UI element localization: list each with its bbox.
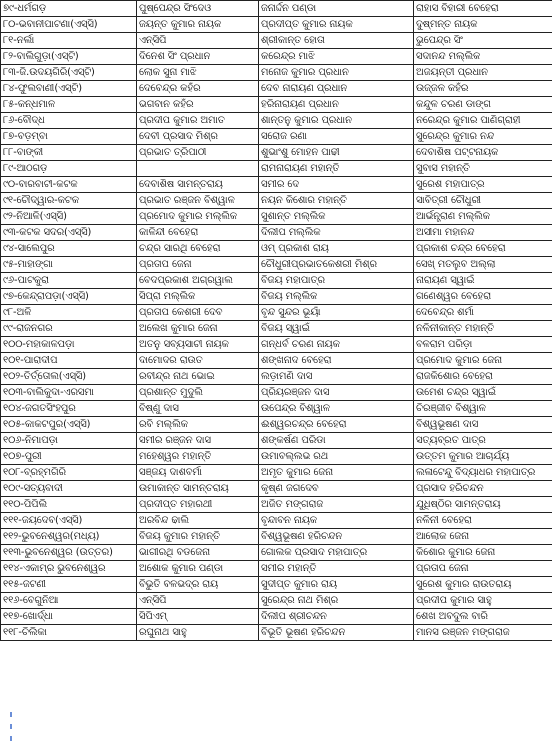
- table-row: [1, 417, 553, 433]
- candidate-cell-3: ଚିରଞ୍ଜୀବ ବିଶ୍ୱାଳ: [414, 401, 553, 417]
- candidate-cell-2: ହରିନାରାୟଣ ପ୍ରଧାନ: [259, 97, 414, 113]
- candidate-cell-3: ସତ୍ୟବ୍ରତ ପାତ୍ର: [414, 433, 553, 449]
- table-row: [1, 49, 553, 65]
- constituency-cell: ୮୩-ଜି.ଉଦୟଗିରି(ଏସ୍‌ଟି): [1, 65, 137, 81]
- constituency-cell: ୧୦୦-ମହାକାଳପଡ଼ା: [1, 337, 137, 353]
- constituency-cell: ୮୮-ବାଙ୍କୀ: [1, 145, 137, 161]
- constituency-cell: ୯୬-ପାଟକୁରା: [1, 273, 137, 289]
- table-row: [1, 481, 553, 497]
- candidate-cell-3: ଉମେଶ ଚନ୍ଦ୍ର ସ୍ୱାଇଁ: [414, 385, 553, 401]
- constituency-cell: ୮୫-କନ୍ଧମାଳ: [1, 97, 137, 113]
- table-row: [1, 545, 553, 561]
- candidate-cell-3: ଯୁଧିଷ୍ଠିର ସାମନ୍ତରାୟ: [414, 497, 553, 513]
- candidate-cell-3: ପ୍ରତାପ ଜେନା: [414, 561, 553, 577]
- candidate-cell-2: ଅମୃତ କୁମାର ଜେନା: [259, 465, 414, 481]
- candidate-cell-3: ବିଶ୍ୱଭୂଷଣ ଦାସ: [414, 417, 553, 433]
- constituency-cell: ୮୨-ବାଲିଗୁଡ଼ା(ଏସ୍‌ଟି): [1, 49, 137, 65]
- candidate-cell-1: ଏନ୍‌ସିପି: [137, 593, 259, 609]
- candidate-cell-3: କନ୍ଦୁଳ ଚରଣ ଡାଙ୍ଗ: [414, 97, 553, 113]
- candidate-cell-3: ଅସୀମା ମହାନନ୍ଦ: [414, 225, 553, 241]
- candidate-cell-1: ଲୋକ ସୁନା ମାଝି: [137, 65, 259, 81]
- candidate-cell-1: ବିଜୟ କୁମାର ମହାନ୍ତି: [137, 529, 259, 545]
- candidate-cell-1: ପ୍ରଦୀପ କୁମାର ଅମାତ: [137, 113, 259, 129]
- candidate-cell-2: ଉପେନ୍ଦ୍ର ବିଶ୍ୱାଳ: [259, 401, 414, 417]
- candidate-cell-1: ରଘୁନାଥ ସାହୁ: [137, 625, 259, 641]
- table-row: [1, 289, 553, 305]
- constituency-cell: ୧୧୦-ପିପିଲି: [1, 497, 137, 513]
- table-row: [1, 337, 553, 353]
- candidate-cell-1: ପ୍ରମୋଦ କୁମାର ମଲ୍ଲିକ: [137, 209, 259, 225]
- constituency-cell: ୧୦୬-ନିମାପଡ଼ା: [1, 433, 137, 449]
- constituency-cell: ୯୩-କଟକ ସଦର(ଏସ୍‌ସି): [1, 225, 137, 241]
- candidate-cell-1: ପୁଷ୍ପେନ୍ଦ୍ର ସିଂଦେଓ: [137, 1, 259, 17]
- candidate-cell-3: ଲଳାଟେନ୍ଦୁ ବିଦ୍ୟାଧର ମହାପାତ୍ର: [414, 465, 553, 481]
- candidate-cell-1: ପ୍ରତାପ ଜେନା: [137, 257, 259, 273]
- margin-mark: [10, 724, 12, 729]
- candidate-cell-2: ସୁରେନ୍ଦ୍ର ନାଥ ମିଶ୍ର: [259, 593, 414, 609]
- constituency-cell: ୯୫-ମାହାଙ୍ଗା: [1, 257, 137, 273]
- candidate-cell-1: ଦାମୋଦର ରାଉତ: [137, 353, 259, 369]
- table-row: [1, 353, 553, 369]
- candidate-cell-1: ଦେବାଶିଷ ସାମନ୍ତରାୟ: [137, 177, 259, 193]
- table-row: [1, 145, 553, 161]
- constituency-cell: ୮୧-ନର୍ଲା: [1, 33, 137, 49]
- candidate-cell-3: ସଦାନନ୍ଦ ମଲ୍ଲିକ: [414, 49, 553, 65]
- candidate-cell-1: ଭଗବାନ କହଁର: [137, 97, 259, 113]
- table-row: [1, 529, 553, 545]
- candidate-cell-2: ଗନ୍ଧର୍ବ ଚରଣ ନାୟକ: [259, 337, 414, 353]
- candidate-cell-2: ଉମାବଲ୍ଲଭ ରଥ: [259, 449, 414, 465]
- table-row: [1, 497, 553, 513]
- constituency-cell: ୧୦୫-କାକଟପୁର(ଏସ୍‌ସି): [1, 417, 137, 433]
- candidate-cell-2: ଶଙ୍ଖନାଦ ବେହେରା: [259, 353, 414, 369]
- candidate-cell-2: ବିଜୟ ମଲ୍ଲିକ: [259, 289, 414, 305]
- candidate-cell-1: ଏନ୍‌ସିପି: [137, 33, 259, 49]
- table-row: [1, 273, 553, 289]
- candidate-cell-1: ମହେଶ୍ୱର ମହାନ୍ତି: [137, 449, 259, 465]
- constituency-cell: ୧୧୬-ବେଗୁନିଆ: [1, 593, 137, 609]
- candidate-cell-2: ନୟନ କିଶୋର ମହାନ୍ତି: [259, 193, 414, 209]
- candidate-cell-2: ବୃନ୍ଦ ସୁନ୍ଦର ଭୂୟାଁ: [259, 305, 414, 321]
- constituency-cell: ୯୮-ଅଳି: [1, 305, 137, 321]
- candidate-cell-1: କାଳିନ୍ଦୀ ବେହେରା: [137, 225, 259, 241]
- candidate-cell-3: ଶେଖ ଅବଦୁଲ ବାରି: [414, 609, 553, 625]
- candidate-cell-3: ଆଲୋକ ଜେନା: [414, 529, 553, 545]
- candidate-cell-3: ପ୍ରମୋଦ କୁମାର ଜେନା: [414, 353, 553, 369]
- candidate-cell-3: ସୁରେନ୍ଦ୍ର କୁମାର ନନ୍ଦ: [414, 129, 553, 145]
- candidate-cell-3: ମାନସ ରଞ୍ଜନ ମଙ୍ଗରାଜ: [414, 625, 553, 641]
- table-row: [1, 129, 553, 145]
- candidate-cell-2: କୃଷ୍ଣ ଜଗଦେବ: [259, 481, 414, 497]
- candidate-cell-1: ରବୀନ୍ଦ୍ର ନାଥ ଭୋଇ: [137, 369, 259, 385]
- candidate-cell-3: ଅଜୟନ୍ତୀ ପ୍ରଧାନ: [414, 65, 553, 81]
- candidate-cell-2: ବିଶ୍ୱଭୂଷଣ ହରିଚନ୍ଦନ: [259, 529, 414, 545]
- table-row: [1, 577, 553, 593]
- candidate-cell-2: ଶୁଭାଂଶୁ ମୋହନ ପାଢୀ: [259, 145, 414, 161]
- candidate-cell-2: ଲଡ଼ାମଣି ଦାସ: [259, 369, 414, 385]
- constituency-cell: ୧୦୭-ପୁରୀ: [1, 449, 137, 465]
- candidate-cell-1: ସମୀର ରଞ୍ଜନ ଦାସ: [137, 433, 259, 449]
- candidate-cell-1: ରବି ମଲ୍ଲିକ: [137, 417, 259, 433]
- candidate-cell-3: ନାରାୟଣ ସ୍ୱାଇଁ: [414, 273, 553, 289]
- candidate-cell-3: ସେଖ୍ ମତଲୁବ ଅଲ୍ଲା: [414, 257, 553, 273]
- constituency-cell: ୧୦୮-ବ୍ରହ୍ମଗିରି: [1, 465, 137, 481]
- candidate-cell-2: ବୃନ୍ଦାବନ ନାୟକ: [259, 513, 414, 529]
- table-row: [1, 161, 553, 177]
- candidate-cell-3: ସୁରେଶ କୁମାର ରାଉତରାୟ: [414, 577, 553, 593]
- candidate-cell-3: ଉଜ୍ଜଳ କହଁର: [414, 81, 553, 97]
- candidate-cell-1: ଦିନେଶ ସିଂ ପ୍ରଧାନ: [137, 49, 259, 65]
- candidate-cell-1: ସିପ୍ରା ମଲ୍ଲିକ: [137, 289, 259, 305]
- candidate-cell-2: ସମୀର ଦେ: [259, 177, 414, 193]
- constituency-cell: ୧୦୨-ତିର୍ତ୍ତୋଲ(ଏସ୍‌ସି): [1, 369, 137, 385]
- constituency-cell: ୯୨-ନିଆଳି(ଏସ୍‌ସି): [1, 209, 137, 225]
- table-row: [1, 625, 553, 641]
- table-row: [1, 177, 553, 193]
- constituency-cell: ୧୧୩-ଭୁବନେଶ୍ୱର (ଉତ୍ତର): [1, 545, 137, 561]
- constituency-cell: ୧୧୮-ଚିଲିକା: [1, 625, 137, 641]
- candidate-cell-2: ସମୀର ମହାନ୍ତି: [259, 561, 414, 577]
- candidate-cell-3: ନଳିନୀକାନ୍ତ ମହାନ୍ତି: [414, 321, 553, 337]
- constituency-cell: ୧୦୯-ସତ୍ୟବାଦୀ: [1, 481, 137, 497]
- constituency-cell: ୮୪-ଫୁଲବାଣୀ(ଏସ୍‌ଟି): [1, 81, 137, 97]
- candidate-cell-3: ଆର୍ଭନ୍ତ୍ରାଣ ମଲ୍ଲିକ: [414, 209, 553, 225]
- candidate-cell-1: ଉମାକାନ୍ତ ସାମନ୍ତରାୟ: [137, 481, 259, 497]
- table-row: [1, 433, 553, 449]
- table-row: [1, 449, 553, 465]
- candidate-cell-2: ବିଜୟ ମହାପାତ୍ର: [259, 273, 414, 289]
- candidate-cell-1: ଅଶୋକ କୁମାର ପଣ୍ଡା: [137, 561, 259, 577]
- candidate-cell-3: ଉତ୍ତମ କୁମାର ଆଚାର୍ଯ୍ୟ: [414, 449, 553, 465]
- constituency-cell: ୧୧୨-ଭୁବନେଶ୍ୱର(ମଧ୍ୟ): [1, 529, 137, 545]
- table-row: [1, 465, 553, 481]
- candidate-cell-3: ପ୍ରସାଦ ହରିଚନ୍ଦନ: [414, 481, 553, 497]
- table-row: [1, 1, 553, 17]
- candidate-cell-2: ଚୌଧୁରୀପ୍ରଭାତକେଶରୀ ମିଶ୍ର: [259, 257, 414, 273]
- constituency-cell: ୧୧୧-ଜୟଦେବ(ଏସ୍‌ସି): [1, 513, 137, 529]
- candidate-table-body: [1, 1, 553, 641]
- candidate-cell-1: ବିଷ୍ଣୁ ଦାସ: [137, 401, 259, 417]
- table-row: [1, 321, 553, 337]
- candidate-cell-3: ପ୍ରଦୀପ କୁମାର ସାହୁ: [414, 593, 553, 609]
- candidate-cell-2: ଗୋଲକ ପ୍ରସାଦ ମହାପାତ୍ର: [259, 545, 414, 561]
- constituency-cell: ୧୦୧-ପାରାଦୀପ: [1, 353, 137, 369]
- candidate-cell-2: ବିଭୂତି ଭୂଷଣ ହରିଚନ୍ଦନ: [259, 625, 414, 641]
- constituency-cell: ୯୦-ବାରବାଟୀ-କଟକ: [1, 177, 137, 193]
- candidate-cell-2: ସୁଶାନ୍ତ ମଲ୍ଲିକ: [259, 209, 414, 225]
- candidate-cell-1: ପ୍ରଦୀପ୍ତ ମହାରଥୀ: [137, 497, 259, 513]
- candidate-cell-3: ଭୁପେନ୍ଦ୍ର ସିଂ: [414, 33, 553, 49]
- candidate-cell-1: ଅଲେଖ କୁମାର ଜେନା: [137, 321, 259, 337]
- table-row: [1, 561, 553, 577]
- candidate-cell-2: ସୁଦୀପ୍ତ କୁମାର ରାୟ: [259, 577, 414, 593]
- candidate-cell-2: ପ୍ରଦୀପ୍ତ କୁମାର ନାୟକ: [259, 17, 414, 33]
- candidate-cell-1: ପ୍ରତାପ କେଶରୀ ଦେବ: [137, 305, 259, 321]
- candidate-cell-3: ଦେବେନ୍ଦ୍ର ଶର୍ମା: [414, 305, 553, 321]
- constituency-cell: ୧୧୭-ଖୋର୍ଦ୍ଧା: [1, 609, 137, 625]
- margin-mark: [10, 736, 12, 741]
- candidate-cell-1: ଅରବିନ୍ଦ ଢାଲି: [137, 513, 259, 529]
- candidate-cell-1: ବେଦପ୍ରକାଶ ଅଗ୍ରୱାଲ: [137, 273, 259, 289]
- candidate-cell-2: ଅଜିତ ମଙ୍ଗରାଜ: [259, 497, 414, 513]
- candidate-cell-3: ଦେବାଶିଷ ପଟ୍ଟନାୟକ: [414, 145, 553, 161]
- candidate-cell-2: ବିଜୟ ସ୍ୱାଇଁ: [259, 321, 414, 337]
- constituency-cell: ୮୦-ଭବାନୀପାଟଣା(ଏସ୍‌ସି): [1, 17, 137, 33]
- constituency-cell: ୭୯-ଧର୍ମଗଡ଼: [1, 1, 137, 17]
- candidate-cell-3: ସାବିତ୍ରୀ ଚୌଧୁରୀ: [414, 193, 553, 209]
- candidate-cell-2: ଶ୍ରୀକାନ୍ତ ହୋତା: [259, 33, 414, 49]
- table-row: [1, 593, 553, 609]
- constituency-cell: ୯୯-ରାଜନଗର: [1, 321, 137, 337]
- candidate-cell-3: ପ୍ରକାଶ ଚନ୍ଦ୍ର ବେହେରା: [414, 241, 553, 257]
- table-row: [1, 257, 553, 273]
- candidate-cell-1: ପ୍ରଭାତ ରଞ୍ଜନ ବିଶ୍ୱାଳ: [137, 193, 259, 209]
- constituency-cell: ୯୪-ସାଲେପୁର: [1, 241, 137, 257]
- candidate-cell-3: ବଳରାମ ପରିଡ଼ା: [414, 337, 553, 353]
- candidate-cell-2: ରାମନାରାୟଣ ମହାନ୍ତି: [259, 161, 414, 177]
- candidate-cell-2: ଦେବ ନାରାୟଣ ପ୍ରଧାନ: [259, 81, 414, 97]
- candidate-cell-1: ଦେବେନ୍ଦ୍ର କହଁର: [137, 81, 259, 97]
- constituency-cell: ୧୦୩-ବାଲିକୁଦା-ଏରସମା: [1, 385, 137, 401]
- candidate-cell-3: ସୁରେଶ ମହାପାତ୍ର: [414, 177, 553, 193]
- table-row: [1, 225, 553, 241]
- candidate-cell-1: ଭାଗୀରଥି ବଡଜେନା: [137, 545, 259, 561]
- candidate-cell-1: ଚନ୍ଦ୍ର ସାରଥି ବେହେରା: [137, 241, 259, 257]
- candidate-cell-3: ଦୁଷ୍ମନ୍ତ ନାୟକ: [414, 17, 553, 33]
- constituency-cell: ୧୧୫-ଜଟଣୀ: [1, 577, 137, 593]
- candidate-cell-3: ରାହାସ ବିହାରୀ ବେହେରା: [414, 1, 553, 17]
- candidate-cell-1: ଜୟନ୍ତ କୁମାର ନାୟକ: [137, 17, 259, 33]
- constituency-cell: ୯୭-କେନ୍ଦ୍ରାପଡ଼ା(ଏସ୍‌ସି): [1, 289, 137, 305]
- candidate-cell-1: ପ୍ରଭାତ ତ୍ରିପାଠୀ: [137, 145, 259, 161]
- table-row: [1, 113, 553, 129]
- constituency-cell: ୮୭-ବଡ଼ମ୍ବା: [1, 129, 137, 145]
- candidate-cell-2: ଈଶ୍ୱରଚନ୍ଦ୍ର ବେହେରା: [259, 417, 414, 433]
- table-row: [1, 193, 553, 209]
- candidate-cell-1: [137, 161, 259, 177]
- table-row: [1, 97, 553, 113]
- candidate-cell-2: କରେନ୍ଦ୍ର ମାଝି: [259, 49, 414, 65]
- table-row: [1, 609, 553, 625]
- candidate-cell-2: ମନୋଜ କୁମାର ପ୍ରଧାନ: [259, 65, 414, 81]
- table-row: [1, 305, 553, 321]
- candidate-cell-3: ରାଜକିଶୋର ବେହେରା: [414, 369, 553, 385]
- candidate-cell-2: ଜନାର୍ଦ୍ଦନ ପଣ୍ଡା: [259, 1, 414, 17]
- table-row: [1, 209, 553, 225]
- candidate-cell-2: ଶଙ୍କର୍ଷଣ ପରିଡା: [259, 433, 414, 449]
- candidate-cell-3: ନରେନ୍ଦ୍ର କୁମାର ପାଣିଗ୍ରାହୀ: [414, 113, 553, 129]
- candidate-cell-2: ପ୍ରିୟରଞ୍ଜନ ଦାସ: [259, 385, 414, 401]
- candidate-cell-2: ଓମ୍ ପ୍ରକାଶ ରାୟ: [259, 241, 414, 257]
- table-row: [1, 241, 553, 257]
- candidate-cell-3: କିଶୋର କୁମାର ଜେନା: [414, 545, 553, 561]
- candidate-cell-2: ଦିଲୀପ ମଲ୍ଲିକ: [259, 225, 414, 241]
- constituency-cell: ୯୧-ଚୌଦ୍ୱାର-କଟକ: [1, 193, 137, 209]
- constituency-cell: ୮୯-ଆଠଗଡ଼: [1, 161, 137, 177]
- constituency-cell: ୧୧୪-ଏକାମ୍ର ଭୁବନେଶ୍ୱର: [1, 561, 137, 577]
- candidate-cell-3: ଗଣେଶ୍ୱର ବେହେରା: [414, 289, 553, 305]
- candidate-cell-1: ଅତନୁ ସବ୍ୟସାଚୀ ନାୟକ: [137, 337, 259, 353]
- candidate-cell-1: ସଞ୍ଜୟ ଦାଶବର୍ମା: [137, 465, 259, 481]
- candidate-cell-3: ନଳିନୀ ବେହେରା: [414, 513, 553, 529]
- candidate-cell-1: ଦେବୀ ପ୍ରସାଦ ମିଶ୍ର: [137, 129, 259, 145]
- candidate-cell-1: ପ୍ରଶାନ୍ତ ମୁଦୁଲି: [137, 385, 259, 401]
- candidate-cell-2: ଶାନ୍ତନୁ କୁମାର ପ୍ରଧାନ: [259, 113, 414, 129]
- table-row: [1, 33, 553, 49]
- margin-mark: [10, 712, 12, 717]
- candidate-cell-2: ସରୋଜ ରଣା: [259, 129, 414, 145]
- table-row: [1, 65, 553, 81]
- table-row: [1, 17, 553, 33]
- table-row: [1, 369, 553, 385]
- table-row: [1, 401, 553, 417]
- candidate-cell-2: ଦିଲୀପ ଶ୍ରୀଚନ୍ଦନ: [259, 609, 414, 625]
- candidate-cell-1: ବିଭୁତି ବଳଭଦ୍ର ରାୟ: [137, 577, 259, 593]
- table-row: [1, 81, 553, 97]
- candidate-cell-1: ସିପିଏମ୍‌: [137, 609, 259, 625]
- constituency-cell: ୮୬-ବୌଦ୍ଧ: [1, 113, 137, 129]
- table-row: [1, 513, 553, 529]
- candidate-cell-3: ସୁବାସ ମହାନ୍ତି: [414, 161, 553, 177]
- constituency-cell: ୧୦୪-ଜଗତସିଂହପୁର: [1, 401, 137, 417]
- table-row: [1, 385, 553, 401]
